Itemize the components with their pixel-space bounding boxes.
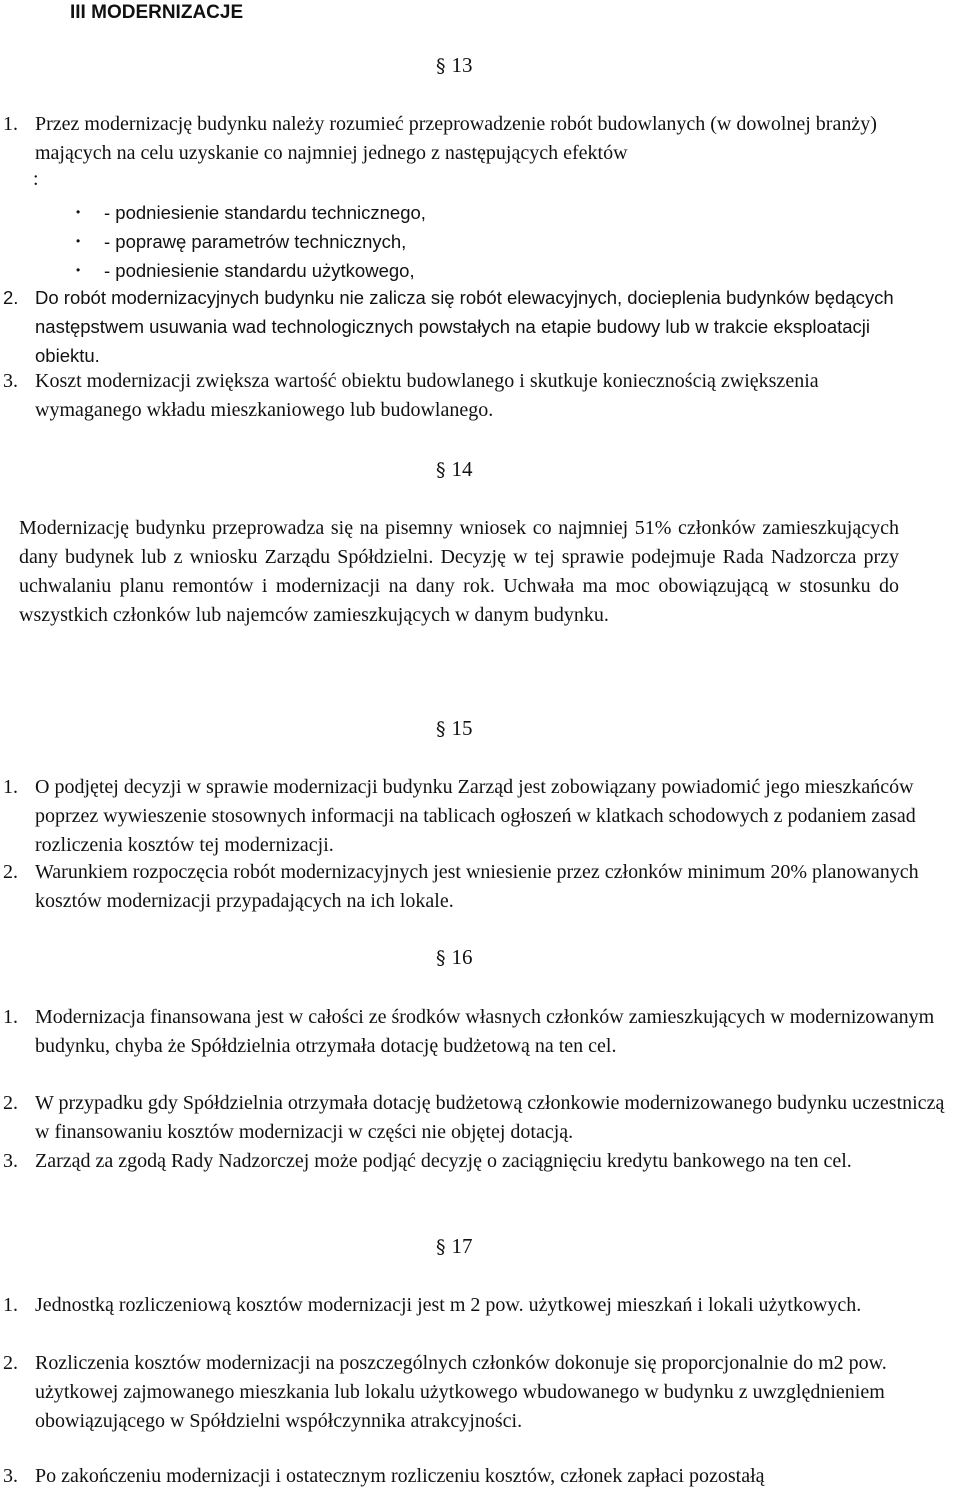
section-number: 15 bbox=[451, 716, 473, 740]
item-text: Jednostką rozliczeniową kosztów modernizacji jest m 2 pow. użytkowej mieszkań i lokali użytkowych. bbox=[35, 1294, 862, 1316]
item-text: Zarząd za zgodą Rady Nadzorczej może podjąć decyzję o zaciągnięciu kredytu bankowego na ten cel. bbox=[35, 1150, 852, 1172]
section-number: 16 bbox=[451, 945, 473, 969]
section-16-heading bbox=[436, 945, 473, 970]
section-17-heading bbox=[436, 1234, 473, 1259]
item-text: Warunkiem rozpoczęcia robót modernizacyjnych jest wniesienie przez członków minimum 20% planowanych kosztów modernizacji przypadających na ich lokale. bbox=[35, 861, 919, 912]
bullet-icon: • bbox=[76, 263, 81, 277]
item-number: 1. bbox=[3, 1294, 18, 1316]
s13-colon: : bbox=[33, 168, 39, 190]
s14-paragraph: Modernizację budynku przeprowadza się na pisemny wniosek co najmniej 51% członków zamieszkujących dany budynek lub z wniosku Zarządu Spółdzielni. Decyzję w tej sprawie podejmuje Rada Nadzorcza przy uchwalaniu planu remontów i modernizacji na dany rok. Uchwała ma moc obowiązującą w stosunku do wszystkich członków lub najemców zamieszkujących w danym budynku. bbox=[19, 517, 899, 626]
item-text: O podjętej decyzji w sprawie modernizacji budynku Zarząd jest zobowiązany powiadomić jego mieszkańców poprzez wywieszenie stosownych informacji na tablicach ogłoszeń w klatkach schodowych z podaniem zasad rozliczenia kosztów tej modernizacji. bbox=[35, 776, 916, 856]
item-number: 2. bbox=[3, 1352, 18, 1374]
section-sign: § bbox=[436, 947, 446, 969]
section-13-heading bbox=[436, 53, 473, 78]
s17-item-2 bbox=[3, 1349, 958, 1465]
item-number: 1. bbox=[3, 776, 18, 798]
bullet-text: - poprawę parametrów technicznych, bbox=[104, 231, 407, 252]
s16-item-3 bbox=[3, 1147, 948, 1205]
bullet-icon: • bbox=[76, 205, 81, 219]
item-text: Po zakończeniu modernizacji i ostatecznym rozliczeniu kosztów, członek zapłaci pozostałą bbox=[35, 1465, 765, 1487]
s17-item-1 bbox=[3, 1291, 943, 1349]
s16-item-1 bbox=[3, 1003, 948, 1090]
item-text: Koszt modernizacji zwiększa wartość obiektu budowlanego i skutkuje koniecznością zwiększenia wymaganego wkładu mieszkaniowego lub budowlanego. bbox=[35, 370, 819, 421]
s13-item-3 bbox=[3, 367, 883, 425]
section-sign: § bbox=[436, 1236, 446, 1258]
item-number: 2. bbox=[3, 861, 18, 883]
bullet-text: - podniesienie standardu użytkowego, bbox=[104, 260, 415, 281]
item-number: 2. bbox=[3, 1092, 18, 1114]
item-number: 3. bbox=[3, 370, 18, 392]
item-number: 2. bbox=[3, 287, 19, 308]
s15-item-1 bbox=[3, 773, 923, 860]
section-sign: § bbox=[436, 718, 446, 740]
s16-item-2 bbox=[3, 1089, 958, 1147]
section-15-heading bbox=[436, 716, 473, 741]
section-14-heading bbox=[436, 457, 473, 482]
s13-item-2 bbox=[3, 283, 903, 370]
chapter-heading: III MODERNIZACJE bbox=[70, 2, 244, 23]
item-text: Rozliczenia kosztów modernizacji na poszczególnych członków dokonuje się proporcjonalnie do m2 pow. użytkowej zajmowanego mieszkania lub lokalu użytkowego wbudowanego w budynku z uwzględnieniem obowiązującego w Spółdzielni współczynnika atrakcyjności. bbox=[35, 1352, 887, 1432]
section-sign: § bbox=[436, 459, 446, 481]
section-number: 17 bbox=[451, 1234, 473, 1258]
item-number: 1. bbox=[3, 1006, 18, 1028]
section-number: 14 bbox=[451, 457, 473, 481]
section-sign: § bbox=[436, 55, 446, 77]
item-number: 3. bbox=[3, 1465, 18, 1487]
item-number: 1. bbox=[3, 113, 18, 135]
item-number: 3. bbox=[3, 1150, 18, 1172]
item-text: Przez modernizację budynku należy rozumieć przeprowadzenie robót budowlanych (w dowolnej branży) mających na celu uzyskanie co najmniej jednego z następujących efektów bbox=[35, 113, 877, 164]
bullet-text: - podniesienie standardu technicznego, bbox=[104, 202, 426, 223]
item-text: Modernizacja finansowana jest w całości ze środków własnych członków zamieszkujących w modernizowanym budynku, chyba że Spółdzielnia otrzymała dotację budżetową na ten cel. bbox=[35, 1006, 935, 1057]
bullet-icon: • bbox=[76, 234, 81, 248]
section-number: 13 bbox=[451, 53, 473, 77]
item-text: Do robót modernizacyjnych budynku nie zalicza się robót elewacyjnych, docieplenia budynków będących następstwem usuwania wad technologicznych powstałych na etapie budowy lub w trakcie eksploatacji obiektu. bbox=[35, 287, 894, 366]
s17-item-3 bbox=[3, 1462, 958, 1490]
s13-item-1 bbox=[3, 110, 938, 168]
item-text: W przypadku gdy Spółdzielnia otrzymała dotację budżetową członkowie modernizowanego budynku uczestniczą w finansowaniu kosztów modernizacji w części nie objętej dotacją. bbox=[35, 1092, 945, 1143]
s15-item-2 bbox=[3, 858, 948, 916]
